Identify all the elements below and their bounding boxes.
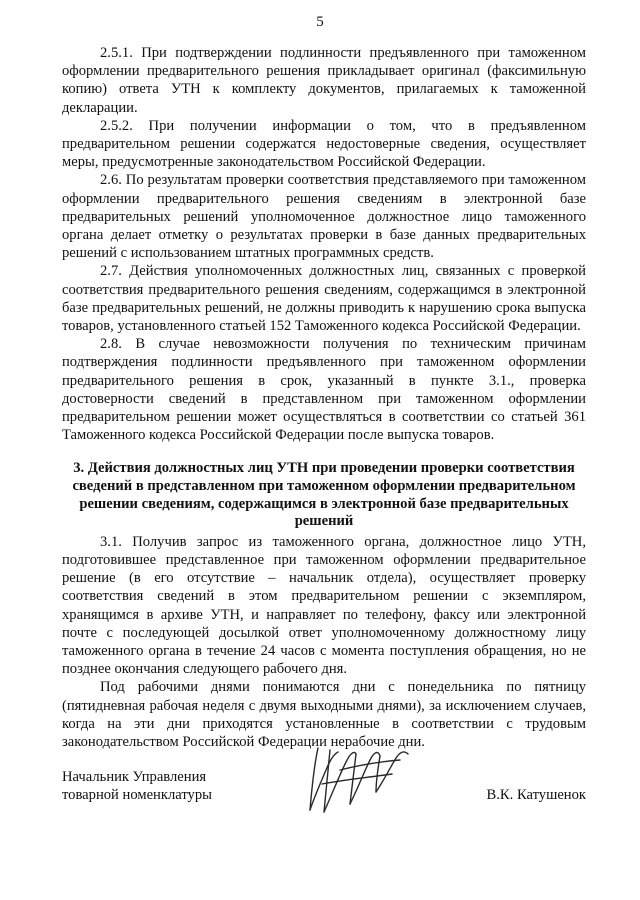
signatory-position-line-2: товарной номенклатуры <box>62 787 212 804</box>
paragraph-working-days: Под рабочими днями понимаются дни с понедельника по пятницу (пятидневная рабочая неделя с двумя выходными днями), за исключением случаев, когда на эти дни приходятся установленные в соответствии с трудовым законодательством Российской Федерации нерабочие дни. <box>62 679 586 751</box>
signatory-position-line-1: Начальник Управления <box>62 769 207 785</box>
handwritten-signature <box>300 740 420 816</box>
paragraph-2-5-2: 2.5.2. При получении информации о том, что в предъявленном предварительном решении содержатся недостоверные сведения, осуществляет меры, предусмотренные законодательством Российской Федерации. <box>62 117 586 171</box>
section-3-heading: 3. Действия должностных лиц УТН при проведении проверки соответствия сведений в представленном при таможенном оформлении предварительном решении сведениям, содержащимся в электронной базе предварительных решений <box>72 460 576 530</box>
paragraph-2-8: 2.8. В случае невозможности получения по техническим причинам подтверждения подлинности предъявленного при таможенном оформлении предварительного решения в срок, указанный в пункте 3.1., проверка достоверности сведений в представленном при таможенном оформлении предварительном решении может осуществляться в соответствии со статьей 361 Таможенного кодекса Российской Федерации после выпуска товаров. <box>62 336 586 444</box>
signatory-name: В.К. Катушенок <box>486 787 586 803</box>
signature-block <box>62 762 586 822</box>
page-number: 5 <box>316 14 324 30</box>
paragraph-2-5-1: 2.5.1. При подтверждении подлинности предъявленного при таможенном оформлении предварительного решения прикладывает оригинал (факсимильную копию) ответа УТН к комплекту документов, прилагаемых к таможенной декларации. <box>62 45 586 116</box>
document-body <box>62 44 586 751</box>
paragraph-3-1: 3.1. Получив запрос из таможенного органа, должностное лицо УТН, подготовившее представленное при таможенном оформлении предварительное решение (в его отсутствие – начальник отдела), осуществляет проверку соответствия сведений в этом предварительном решении с экземпляром, хранящимся в архиве УТН, и направляет по телефону, факсу или электронной почте с последующей досылкой ответ уполномоченному должностному лицу таможенного органа в течение 24 часов с момента поступления обращения, но не позднее окончания следующего рабочего дня. <box>62 533 586 678</box>
paragraph-2-6: 2.6. По результатам проверки соответствия представляемого при таможенном оформлении предварительного решения сведениям в электронной базе предварительных решений уполномоченное должностное лицо таможенного органа делает отметку о результатах проверки в базе данных предварительных решений с использованием штатных программных средств. <box>62 172 586 262</box>
paragraph-2-7: 2.7. Действия уполномоченных должностных лиц, связанных с проверкой соответствия предварительного решения сведениям, содержащимся в электронной базе предварительных решений, не должны приводить к нарушению срока выпуска товаров, установленного статьей 152 Таможенного кодекса Российской Федерации. <box>62 263 586 335</box>
signatory-position <box>62 768 212 804</box>
